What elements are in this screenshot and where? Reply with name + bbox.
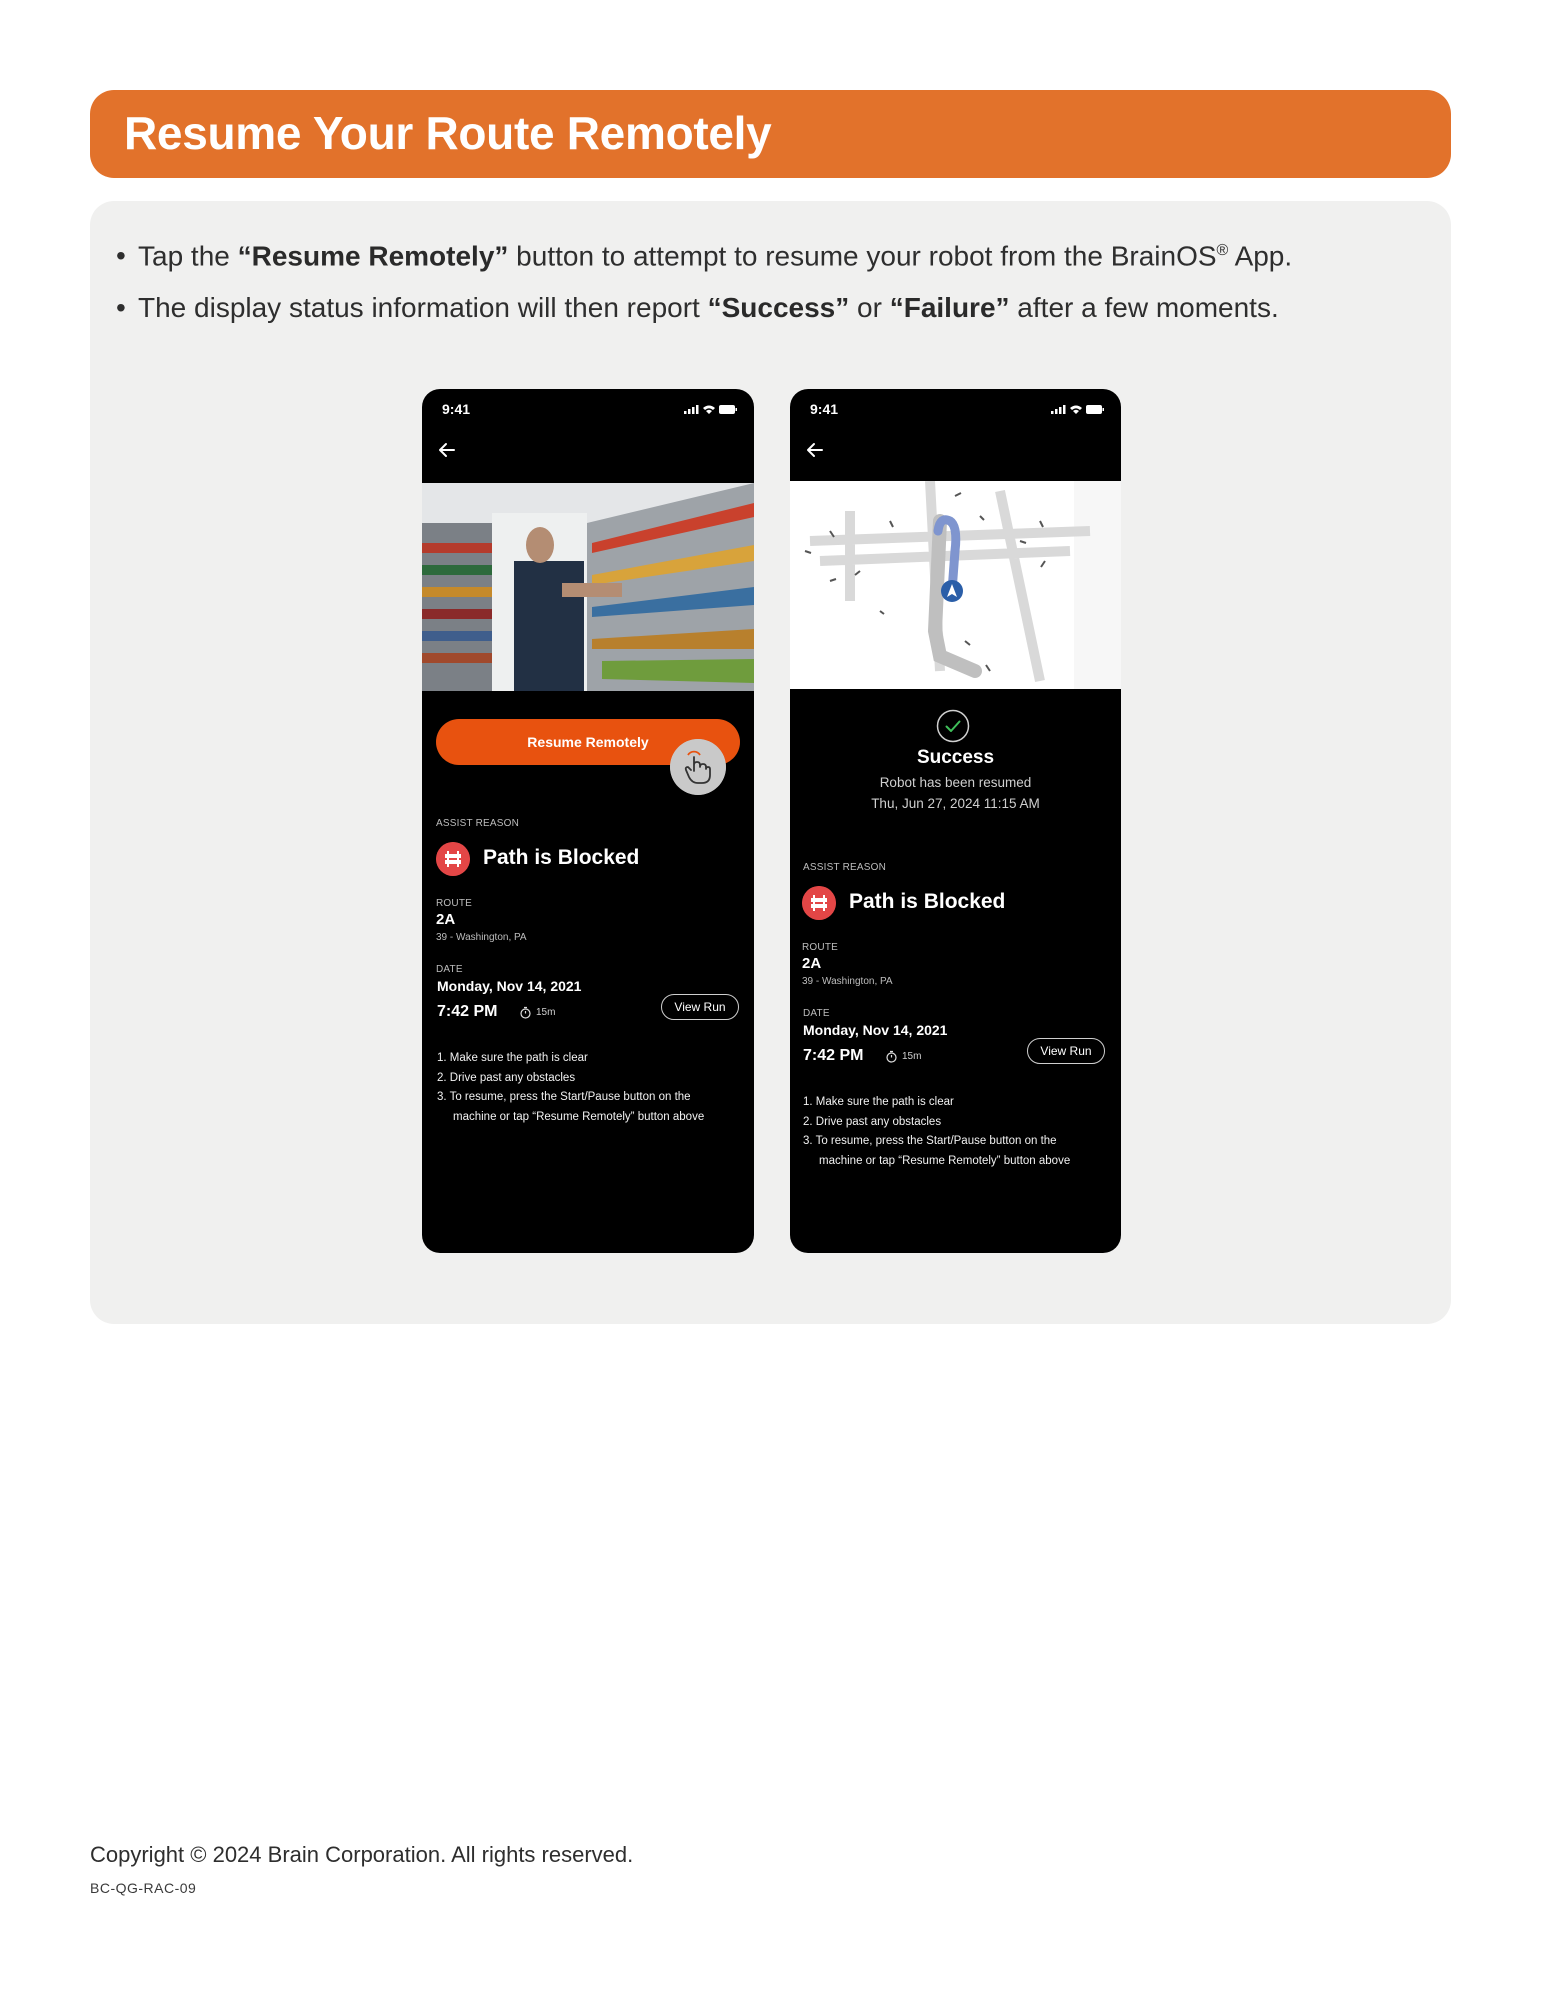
route-value: 2A (802, 955, 822, 972)
title-banner (90, 90, 1451, 178)
instruction-item (116, 225, 1292, 282)
instruction-text: The display status information will then report (138, 292, 708, 324)
phone-screen-success (790, 389, 1121, 1253)
step-item: 2. Drive past any obstacles (437, 1071, 576, 1084)
instruction-text: or (849, 292, 890, 324)
assist-reason-label: ASSIST REASON (803, 862, 886, 873)
back-arrow-icon[interactable] (436, 439, 458, 461)
instruction-text: App. (1228, 240, 1293, 272)
resume-steps (803, 1093, 1070, 1171)
success-check-icon (936, 709, 970, 743)
duration (885, 1050, 921, 1063)
instruction-list (116, 225, 1292, 334)
step-item: 2. Drive past any obstacles (803, 1115, 942, 1128)
resume-steps (437, 1049, 704, 1127)
bullet-icon: • (116, 292, 126, 324)
step-item: 1. Make sure the path is clear (437, 1052, 588, 1064)
time-value: 7:42 PM (803, 1047, 864, 1064)
view-run-button[interactable]: View Run (1027, 1038, 1105, 1064)
status-time: 9:41 (442, 401, 471, 417)
success-title: Success (916, 747, 995, 768)
instruction-text: after a few moments. (1009, 292, 1279, 324)
step-item: 1. Make sure the path is clear (803, 1096, 954, 1108)
view-run-button[interactable]: View Run (661, 994, 739, 1020)
duration-text: 15m (536, 1007, 556, 1018)
tap-hand-icon (670, 739, 726, 795)
route-map-image (790, 481, 1121, 689)
time-value: 7:42 PM (437, 1003, 498, 1020)
route-label: ROUTE (436, 898, 472, 909)
resume-remotely-button[interactable]: Resume Remotely (436, 719, 740, 765)
date-label: DATE (436, 964, 463, 975)
document-id: BC-QG-RAC-09 (90, 1880, 197, 1896)
date-value: Monday, Nov 14, 2021 (437, 978, 582, 994)
assist-reason: Path is Blocked (483, 846, 640, 869)
content-panel (90, 201, 1451, 1324)
date-value: Monday, Nov 14, 2021 (803, 1022, 948, 1038)
duration-text: 15m (902, 1051, 922, 1062)
route-location: 39 - Washington, PA (436, 932, 527, 943)
route-label: ROUTE (802, 942, 838, 953)
status-bar-icons (678, 402, 738, 416)
success-message: Robot has been resumed (879, 775, 1032, 790)
step-item: machine or tap “Resume Remotely” button above (819, 1154, 1071, 1167)
robot-camera-image (422, 483, 754, 691)
step-item: 3. To resume, press the Start/Pause button on the (803, 1135, 1057, 1147)
assist-reason-label: ASSIST REASON (436, 818, 519, 829)
date-label: DATE (803, 1008, 830, 1019)
instruction-text: button to attempt to resume your robot from the BrainOS (508, 240, 1217, 272)
registered-mark: ® (1216, 242, 1229, 259)
instruction-bold: “Resume Remotely” (237, 240, 509, 272)
step-item: 3. To resume, press the Start/Pause button on the (437, 1091, 691, 1103)
path-blocked-icon (802, 886, 836, 920)
status-bar-icons (1045, 402, 1105, 416)
duration (519, 1006, 555, 1019)
phone-screen-resume (422, 389, 754, 1253)
step-item: machine or tap “Resume Remotely” button above (453, 1110, 705, 1123)
route-location: 39 - Washington, PA (802, 976, 893, 987)
stopwatch-icon (519, 1006, 532, 1019)
instruction-item (116, 282, 1292, 334)
copyright-notice: Copyright © 2024 Brain Corporation. All rights reserved. (90, 1842, 634, 1867)
route-value: 2A (436, 911, 456, 928)
bullet-icon: • (116, 240, 126, 272)
back-arrow-icon[interactable] (804, 439, 826, 461)
stopwatch-icon (885, 1050, 898, 1063)
assist-reason: Path is Blocked (849, 890, 1006, 913)
success-timestamp: Thu, Jun 27, 2024 11:15 AM (871, 796, 1040, 811)
instruction-bold: “Success” (707, 292, 850, 324)
status-time: 9:41 (810, 401, 839, 417)
instruction-bold: “Failure” (889, 292, 1010, 324)
instruction-text: Tap the (138, 240, 238, 272)
path-blocked-icon (436, 842, 470, 876)
page-title: Resume Your Route Remotely (124, 107, 772, 159)
